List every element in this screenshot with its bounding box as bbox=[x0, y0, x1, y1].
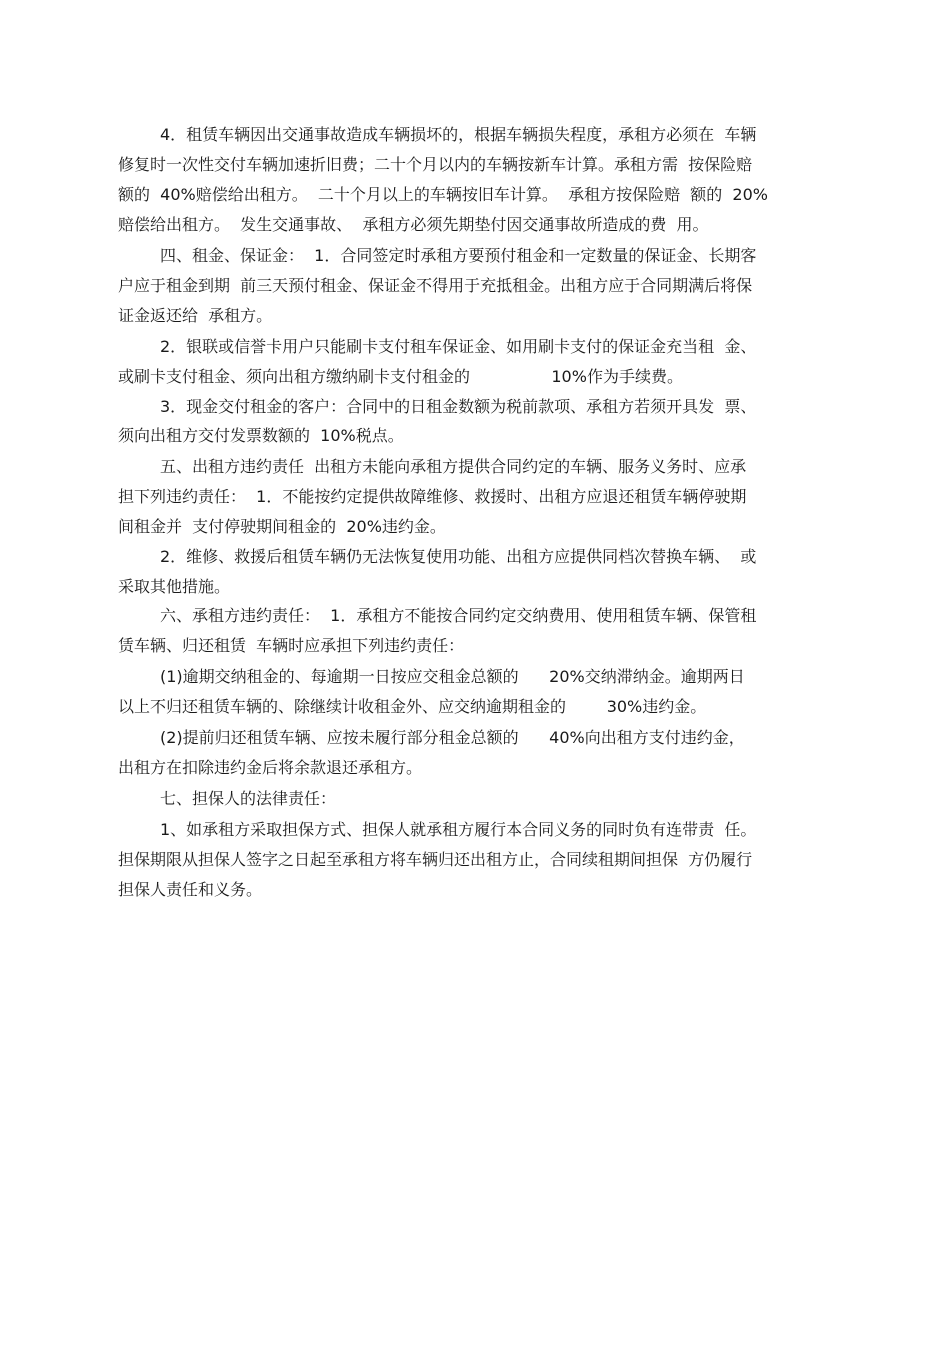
paragraph-line: 或刷卡支付租金、须向出租方缴纳刷卡支付租金的 10%作为手续费。 bbox=[118, 367, 683, 386]
paragraph-line: 以上不归还租赁车辆的、除继续计收租金外、应交纳逾期租金的 30%违约金。 bbox=[118, 697, 707, 716]
paragraph-line: 担保期限从担保人签字之日起至承租方将车辆归还出租方止，合同续租期间担保 方仍履行 bbox=[118, 850, 753, 869]
paragraph-line: 修复时一次性交付车辆加速折旧费；二十个月以内的车辆按新车计算。承租方需 按保险赔 bbox=[118, 155, 753, 174]
section-heading-line: 四、租金、保证金： 1．合同签定时承租方要预付租金和一定数量的保证金、长期客 bbox=[160, 246, 757, 265]
paragraph-line: 出租方在扣除违约金后将余款退还承租方。 bbox=[118, 758, 423, 777]
paragraph-line: (1)逾期交纳租金的、每逾期一日按应交租金总额的 20%交纳滞纳金。逾期两日 bbox=[160, 667, 745, 686]
paragraph-line: 担下列违约责任： 1．不能按约定提供故障维修、救援时、出租方应退还租赁车辆停驶期 bbox=[118, 487, 747, 506]
paragraph-line: 2．银联或信誉卡用户只能刷卡支付租车保证金、如用刷卡支付的保证金充当租 金、 bbox=[160, 337, 757, 356]
paragraph-line: 3．现金交付租金的客户：合同中的日租金数额为税前款项、承租方若须开具发 票、 bbox=[160, 397, 757, 416]
paragraph-line: 须向出租方交付发票数额的 10%税点。 bbox=[118, 426, 404, 445]
paragraph-line: 1、如承租方采取担保方式、担保人就承租方履行本合同义务的同时负有连带责 任。 bbox=[160, 820, 757, 839]
paragraph-line: 赁车辆、归还租赁 车辆时应承担下列违约责任： bbox=[118, 636, 465, 655]
section-heading-line: 七、担保人的法律责任： bbox=[160, 789, 337, 808]
paragraph-line: 户应于租金到期 前三天预付租金、保证金不得用于充抵租金。出租方应于合同期满后将保 bbox=[118, 276, 753, 295]
paragraph-line: 证金返还给 承租方。 bbox=[118, 306, 273, 325]
section-heading-line: 五、出租方违约责任 出租方未能向承租方提供合同约定的车辆、服务义务时、应承 bbox=[160, 457, 747, 476]
paragraph-line: 额的 40%赔偿给出租方。 二十个月以上的车辆按旧车计算。 承租方按保险赔 额的 20% bbox=[118, 185, 768, 204]
section-heading-line: 六、承租方违约责任： 1．承租方不能按合同约定交纳费用、使用租赁车辆、保管租 bbox=[160, 606, 757, 625]
paragraph-line: 采取其他措施。 bbox=[118, 577, 231, 596]
paragraph-line: 2．维修、救援后租赁车辆仍无法恢复使用功能、出租方应提供同档次替换车辆、 或 bbox=[160, 547, 757, 566]
paragraph-line: 间租金并 支付停驶期间租金的 20%违约金。 bbox=[118, 517, 446, 536]
paragraph-line: 担保人责任和义务。 bbox=[118, 880, 263, 899]
paragraph-line: 4．租赁车辆因出交通事故造成车辆损坏的，根据车辆损失程度，承租方必须在 车辆 bbox=[160, 125, 757, 144]
paragraph-line: (2)提前归还租赁车辆、应按未履行部分租金总额的 40%向出租方支付违约金， bbox=[160, 728, 745, 747]
paragraph-line: 赔偿给出租方。 发生交通事故、 承租方必须先期垫付因交通事故所造成的费 用。 bbox=[118, 215, 709, 234]
